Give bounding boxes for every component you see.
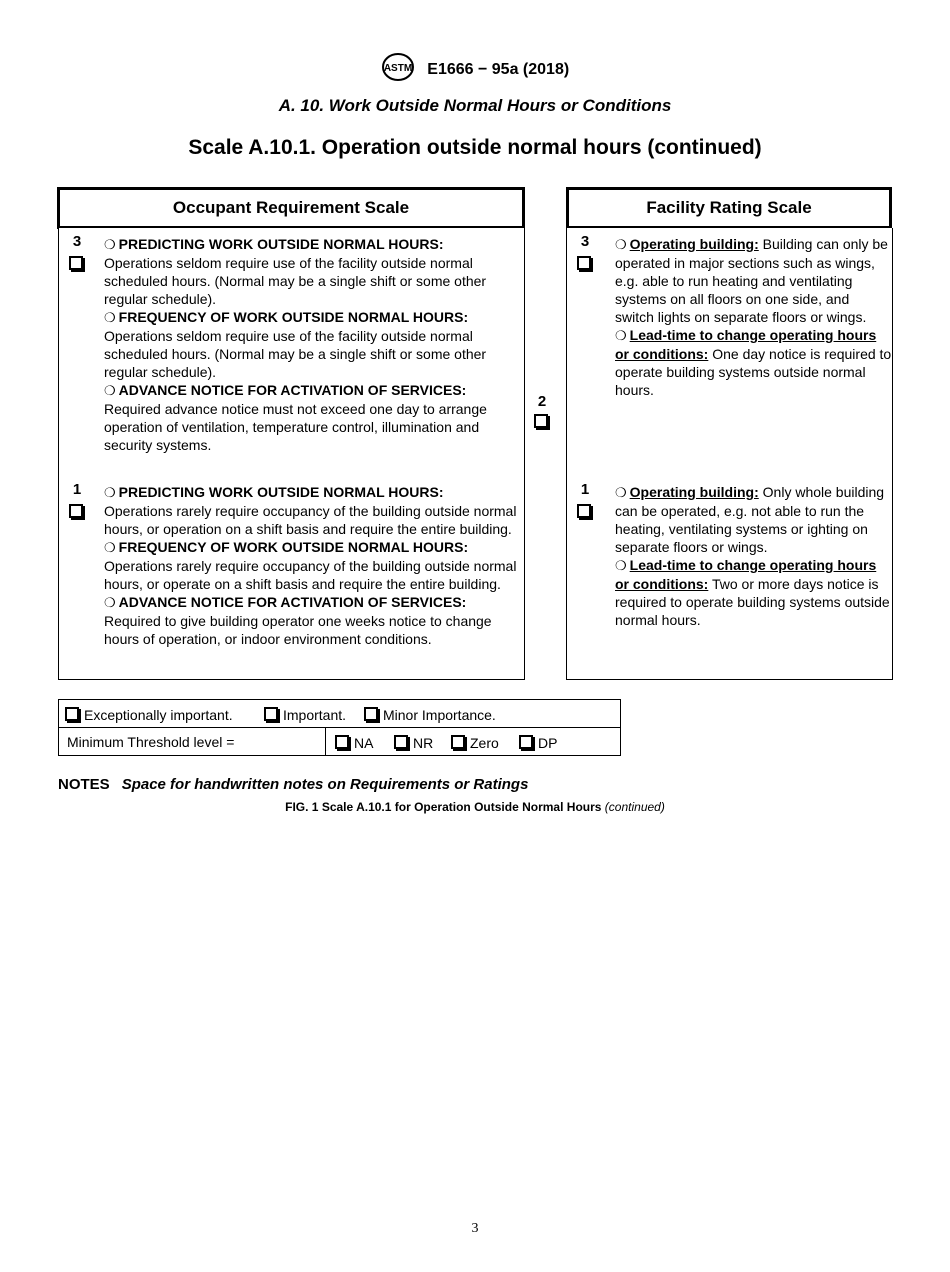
occupant-scale-box <box>58 228 525 680</box>
occupant-scale-header: Occupant Requirement Scale <box>57 187 525 229</box>
circle-bullet-icon: ❍ <box>104 383 116 398</box>
facility-scale-header: Facility Rating Scale <box>566 187 892 229</box>
checkbox-icon[interactable] <box>264 707 278 721</box>
occupant-level-3-number: 3 <box>72 233 82 250</box>
document-header <box>0 52 950 87</box>
exceptionally-important-option[interactable]: Exceptionally important. <box>65 706 233 723</box>
occupant-level-1-checkbox[interactable] <box>69 504 83 518</box>
threshold-row <box>59 728 620 755</box>
minor-importance-option[interactable]: Minor Importance. <box>364 706 496 723</box>
occupant-level-3-text: ❍ PREDICTING WORK OUTSIDE NORMAL HOURS: Operations seldom require use of the facility outside normal scheduled hours. (Normal may be a single shift or some other regular schedule). ❍ FREQUENCY OF WORK OUTSIDE NORMAL HOURS: Operations seldom require use of the facility outside normal scheduled hours. (Normal may be a single shift or some other regular schedule). ❍ ADVANCE NOTICE FOR ACTIVATION OF SERVICES: Required advance notice must not exceed one day to arrange operation of ventilation, temperature control, illumination and security systems. <box>104 236 487 453</box>
facility-level-1-number: 1 <box>580 481 590 498</box>
checkbox-icon[interactable] <box>394 735 408 749</box>
standard-number: E1666 − 95a (2018) <box>427 60 570 78</box>
notes-line: NOTES Space for handwritten notes on Requirements or Ratings <box>58 776 529 793</box>
checkbox-icon[interactable] <box>451 735 465 749</box>
threshold-nr-option[interactable]: NR <box>394 734 433 751</box>
circle-bullet-icon: ❍ <box>615 558 627 573</box>
threshold-label: Minimum Threshold level = <box>67 734 235 750</box>
checkbox-icon[interactable] <box>519 735 533 749</box>
occupant-level-3-checkbox[interactable] <box>69 256 83 270</box>
checkbox-icon[interactable] <box>364 707 378 721</box>
threshold-zero-option[interactable]: Zero <box>451 734 499 751</box>
circle-bullet-icon: ❍ <box>104 310 116 325</box>
astm-logo-icon <box>381 52 415 87</box>
occupant-level-1-number: 1 <box>72 481 82 498</box>
circle-bullet-icon: ❍ <box>104 237 116 252</box>
occupant-level-1-text: ❍ PREDICTING WORK OUTSIDE NORMAL HOURS: Operations rarely require occupancy of the building outside normal hours, or operation on a shift basis and require the entire building. ❍ FREQUENCY OF WORK OUTSIDE NORMAL HOURS: Operations rarely require occupancy of the building outside normal hours, or operate on a shift basis and require the entire building. ❍ ADVANCE NOTICE FOR ACTIVATION OF SERVICES: Required to give building operator one weeks notice to change hours of operation, or indoor environment conditions. <box>104 484 517 647</box>
threshold-na-option[interactable]: NA <box>335 734 373 751</box>
important-option[interactable]: Important. <box>264 706 346 723</box>
facility-level-3-text: ❍ Operating building: Building can only be operated in major sections such as wings, e.g. able to run heating and ventilating systems on all floors on one side, and switch lights on separate floors or wings. ❍ Lead-time to change operating hours or conditions: One day notice is required to operate building systems outside normal hours. <box>615 236 892 398</box>
facility-level-3-number: 3 <box>580 233 590 250</box>
importance-legend <box>58 699 621 756</box>
middle-level-2-checkbox[interactable] <box>534 414 548 428</box>
importance-row <box>59 700 620 728</box>
circle-bullet-icon: ❍ <box>104 540 116 555</box>
circle-bullet-icon: ❍ <box>615 328 627 343</box>
circle-bullet-icon: ❍ <box>615 237 627 252</box>
checkbox-icon[interactable] <box>335 735 349 749</box>
facility-level-1-checkbox[interactable] <box>577 504 591 518</box>
circle-bullet-icon: ❍ <box>615 485 627 500</box>
facility-level-3-checkbox[interactable] <box>577 256 591 270</box>
circle-bullet-icon: ❍ <box>104 595 116 610</box>
section-title: A. 10. Work Outside Normal Hours or Conditions <box>278 96 672 115</box>
facility-level-1-text: ❍ Operating building: Only whole building can be operated, e.g. not able to run the heating, ventilating systems or ighting on separate floors or wings. ❍ Lead-time to change operating hours or conditions: Two or more days notice is required to operate building systems outside normal hours. <box>615 484 890 628</box>
facility-scale-box <box>566 228 893 680</box>
page-number: 3 <box>471 1221 479 1236</box>
checkbox-icon[interactable] <box>65 707 79 721</box>
svg-text:ASTM: ASTM <box>383 63 412 74</box>
scale-title: Scale A.10.1. Operation outside normal hours (continued) <box>188 136 762 159</box>
circle-bullet-icon: ❍ <box>104 485 116 500</box>
figure-caption: FIG. 1 Scale A.10.1 for Operation Outside Normal Hours (continued) <box>285 800 665 814</box>
threshold-dp-option[interactable]: DP <box>519 734 557 751</box>
threshold-divider <box>325 728 326 755</box>
middle-level-2-number: 2 <box>537 393 547 410</box>
